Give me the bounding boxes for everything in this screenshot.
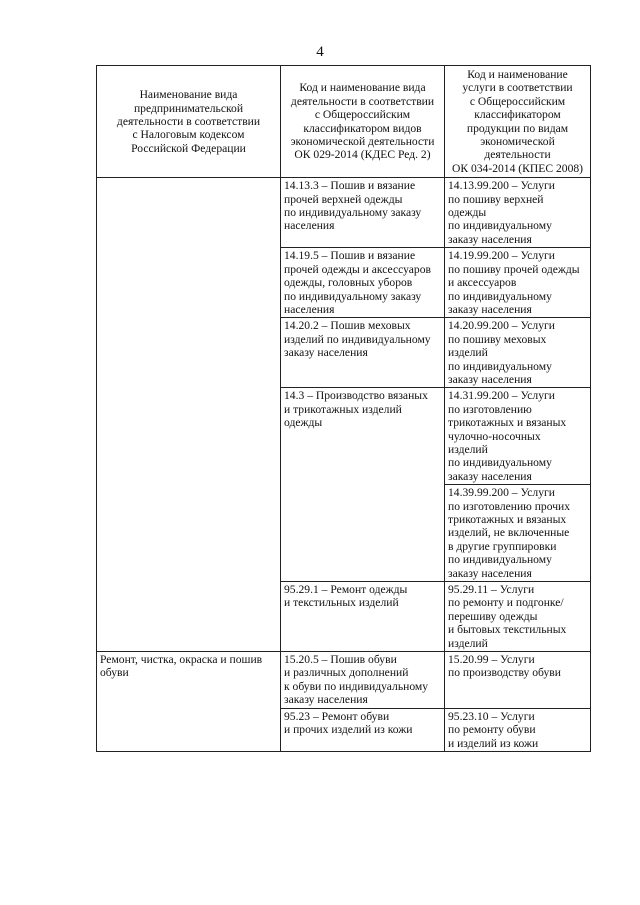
header-line: классификатором: [474, 108, 561, 122]
header-line: деятельности в соответствии: [290, 94, 435, 108]
okved-cell: [281, 318, 445, 388]
service-line: 14.20.99.200 – Услуги: [448, 319, 555, 333]
okved-cell: [281, 582, 445, 652]
header-line: ОК 029-2014 (КДЕС Ред. 2): [294, 148, 431, 162]
okved-line: и различных дополнений: [284, 666, 409, 680]
header-line: Код и наименование вида: [299, 81, 426, 95]
service-line: по изготовлению: [448, 402, 532, 416]
header-okved-code: [281, 66, 445, 178]
service-line: по индивидуальному: [448, 553, 552, 567]
service-line: по индивидуальному: [448, 456, 552, 470]
header-line: экономической: [480, 135, 555, 149]
activity-classification-table: [96, 65, 591, 752]
okved-line: 14.20.2 – Пошив меховых: [284, 319, 411, 333]
okved-line: 15.20.5 – Пошив обуви: [284, 653, 397, 667]
table-row: [97, 652, 591, 709]
header-line: ОК 034-2014 (КПЕС 2008): [451, 161, 584, 175]
header-okpd-service-code: [445, 66, 591, 178]
okved-line: 95.23 – Ремонт обуви: [284, 709, 390, 723]
okved-cell: [281, 708, 445, 751]
service-line: заказу населения: [448, 566, 532, 580]
page-number: 4: [316, 44, 324, 60]
service-line: изделий: [448, 442, 488, 456]
header-line: предпринимательской: [133, 101, 244, 115]
header-line: услуги в соответствии: [462, 81, 573, 95]
service-line: в другие группировки: [448, 539, 557, 553]
service-line: по пошиву верхней: [448, 192, 544, 206]
service-line: по индивидуальному: [448, 359, 552, 373]
service-line: 14.39.99.200 – Услуги: [448, 486, 555, 500]
service-line: одежды: [448, 206, 487, 220]
okved-line: 95.29.1 – Ремонт одежды: [284, 583, 408, 597]
service-code-cell: [445, 708, 591, 751]
okved-line: одежды, головных уборов: [284, 276, 413, 290]
okved-line: 14.3 – Производство вязаных: [284, 389, 428, 403]
okved-cell: [281, 178, 445, 248]
header-line: Код и наименование: [467, 68, 568, 81]
service-line: 95.29.11 – Услуги: [448, 583, 535, 597]
service-code-cell: [445, 652, 591, 709]
header-line: Наименование вида: [139, 88, 238, 102]
table-row: [97, 178, 591, 248]
service-code-cell: [445, 582, 591, 652]
okved-line: изделий по индивидуальному: [284, 332, 431, 346]
service-line: заказу населения: [448, 232, 532, 246]
service-line: по ремонту и подгонке/: [448, 596, 564, 610]
service-code-cell: [445, 178, 591, 248]
service-line: заказу населения: [448, 372, 532, 386]
header-line: Российской Федерации: [131, 141, 246, 155]
okved-line: прочей верхней одежды: [284, 192, 403, 206]
okved-line: и прочих изделий из кожи: [284, 723, 413, 737]
service-line: по производству обуви: [448, 666, 561, 680]
okved-line: и текстильных изделий: [284, 596, 399, 610]
table-header-row: [97, 66, 591, 178]
activity-name-cell: [97, 652, 281, 752]
service-line: заказу населения: [448, 302, 532, 316]
service-line: трикотажных и вязаных: [448, 513, 567, 526]
service-line: заказу населения: [448, 469, 532, 483]
header-line: деятельности: [484, 148, 551, 162]
service-line: изделий: [448, 346, 488, 360]
header-line: классификатором видов: [303, 121, 422, 135]
service-line: по пошиву прочей одежды: [448, 262, 580, 276]
header-line: с Общероссийским: [314, 108, 411, 122]
service-code-cell: [445, 388, 591, 485]
okved-cell: [281, 388, 445, 582]
service-line: 15.20.99 – Услуги: [448, 653, 535, 667]
service-line: 14.31.99.200 – Услуги: [448, 389, 555, 403]
okved-line: 14.13.3 – Пошив и вязание: [284, 179, 416, 193]
okved-line: населения: [284, 302, 335, 316]
header-line: деятельности в соответствии: [116, 114, 261, 128]
service-line: 95.23.10 – Услуги: [448, 709, 535, 723]
okved-line: к обуви по индивидуальному: [284, 679, 429, 693]
service-line: 14.19.99.200 – Услуги: [448, 249, 555, 263]
okved-line: по индивидуальному заказу: [284, 289, 422, 303]
service-line: и бытовых текстильных: [448, 623, 567, 637]
okved-line: одежды: [284, 416, 323, 430]
service-code-cell: [445, 248, 591, 318]
okved-line: прочей одежды и аксессуаров: [284, 262, 431, 276]
service-code-cell: [445, 318, 591, 388]
service-line: по индивидуальному: [448, 219, 552, 233]
okved-line: и трикотажных изделий: [284, 402, 402, 416]
activity-name-line: Ремонт, чистка, окраска и пошив: [100, 653, 263, 667]
okved-line: 14.19.5 – Пошив и вязание: [284, 249, 416, 263]
table-body: [97, 178, 591, 752]
okved-cell: [281, 248, 445, 318]
service-line: по индивидуальному: [448, 289, 552, 303]
okved-line: заказу населения: [284, 346, 368, 360]
service-line: и аксессуаров: [448, 276, 517, 290]
header-line: с Налоговым кодексом: [132, 128, 245, 142]
okved-line: заказу населения: [284, 693, 368, 707]
service-line: перешиву одежды: [448, 609, 538, 623]
service-line: по изготовлению прочих: [448, 499, 571, 513]
service-line: изделий, не включенные: [448, 526, 570, 540]
service-line: по пошиву меховых: [448, 332, 547, 346]
activity-name-cell: [97, 178, 281, 652]
okved-line: по индивидуальному заказу: [284, 206, 422, 220]
service-line: чулочно-носочных: [448, 429, 541, 443]
header-activity-name: [97, 66, 281, 178]
okved-line: населения: [284, 219, 335, 233]
okved-cell: [281, 652, 445, 709]
service-line: 14.13.99.200 – Услуги: [448, 179, 555, 193]
service-code-cell: [445, 485, 591, 582]
service-line: по ремонту обуви: [448, 723, 536, 737]
service-line: трикотажных и вязаных: [448, 416, 567, 430]
header-line: с Общероссийским: [469, 94, 566, 108]
service-line: изделий: [448, 636, 488, 650]
header-line: экономической деятельности: [290, 135, 435, 149]
activity-name-line: обуви: [100, 666, 129, 680]
header-line: продукции по видам: [466, 121, 569, 135]
service-line: и изделий из кожи: [448, 736, 539, 750]
